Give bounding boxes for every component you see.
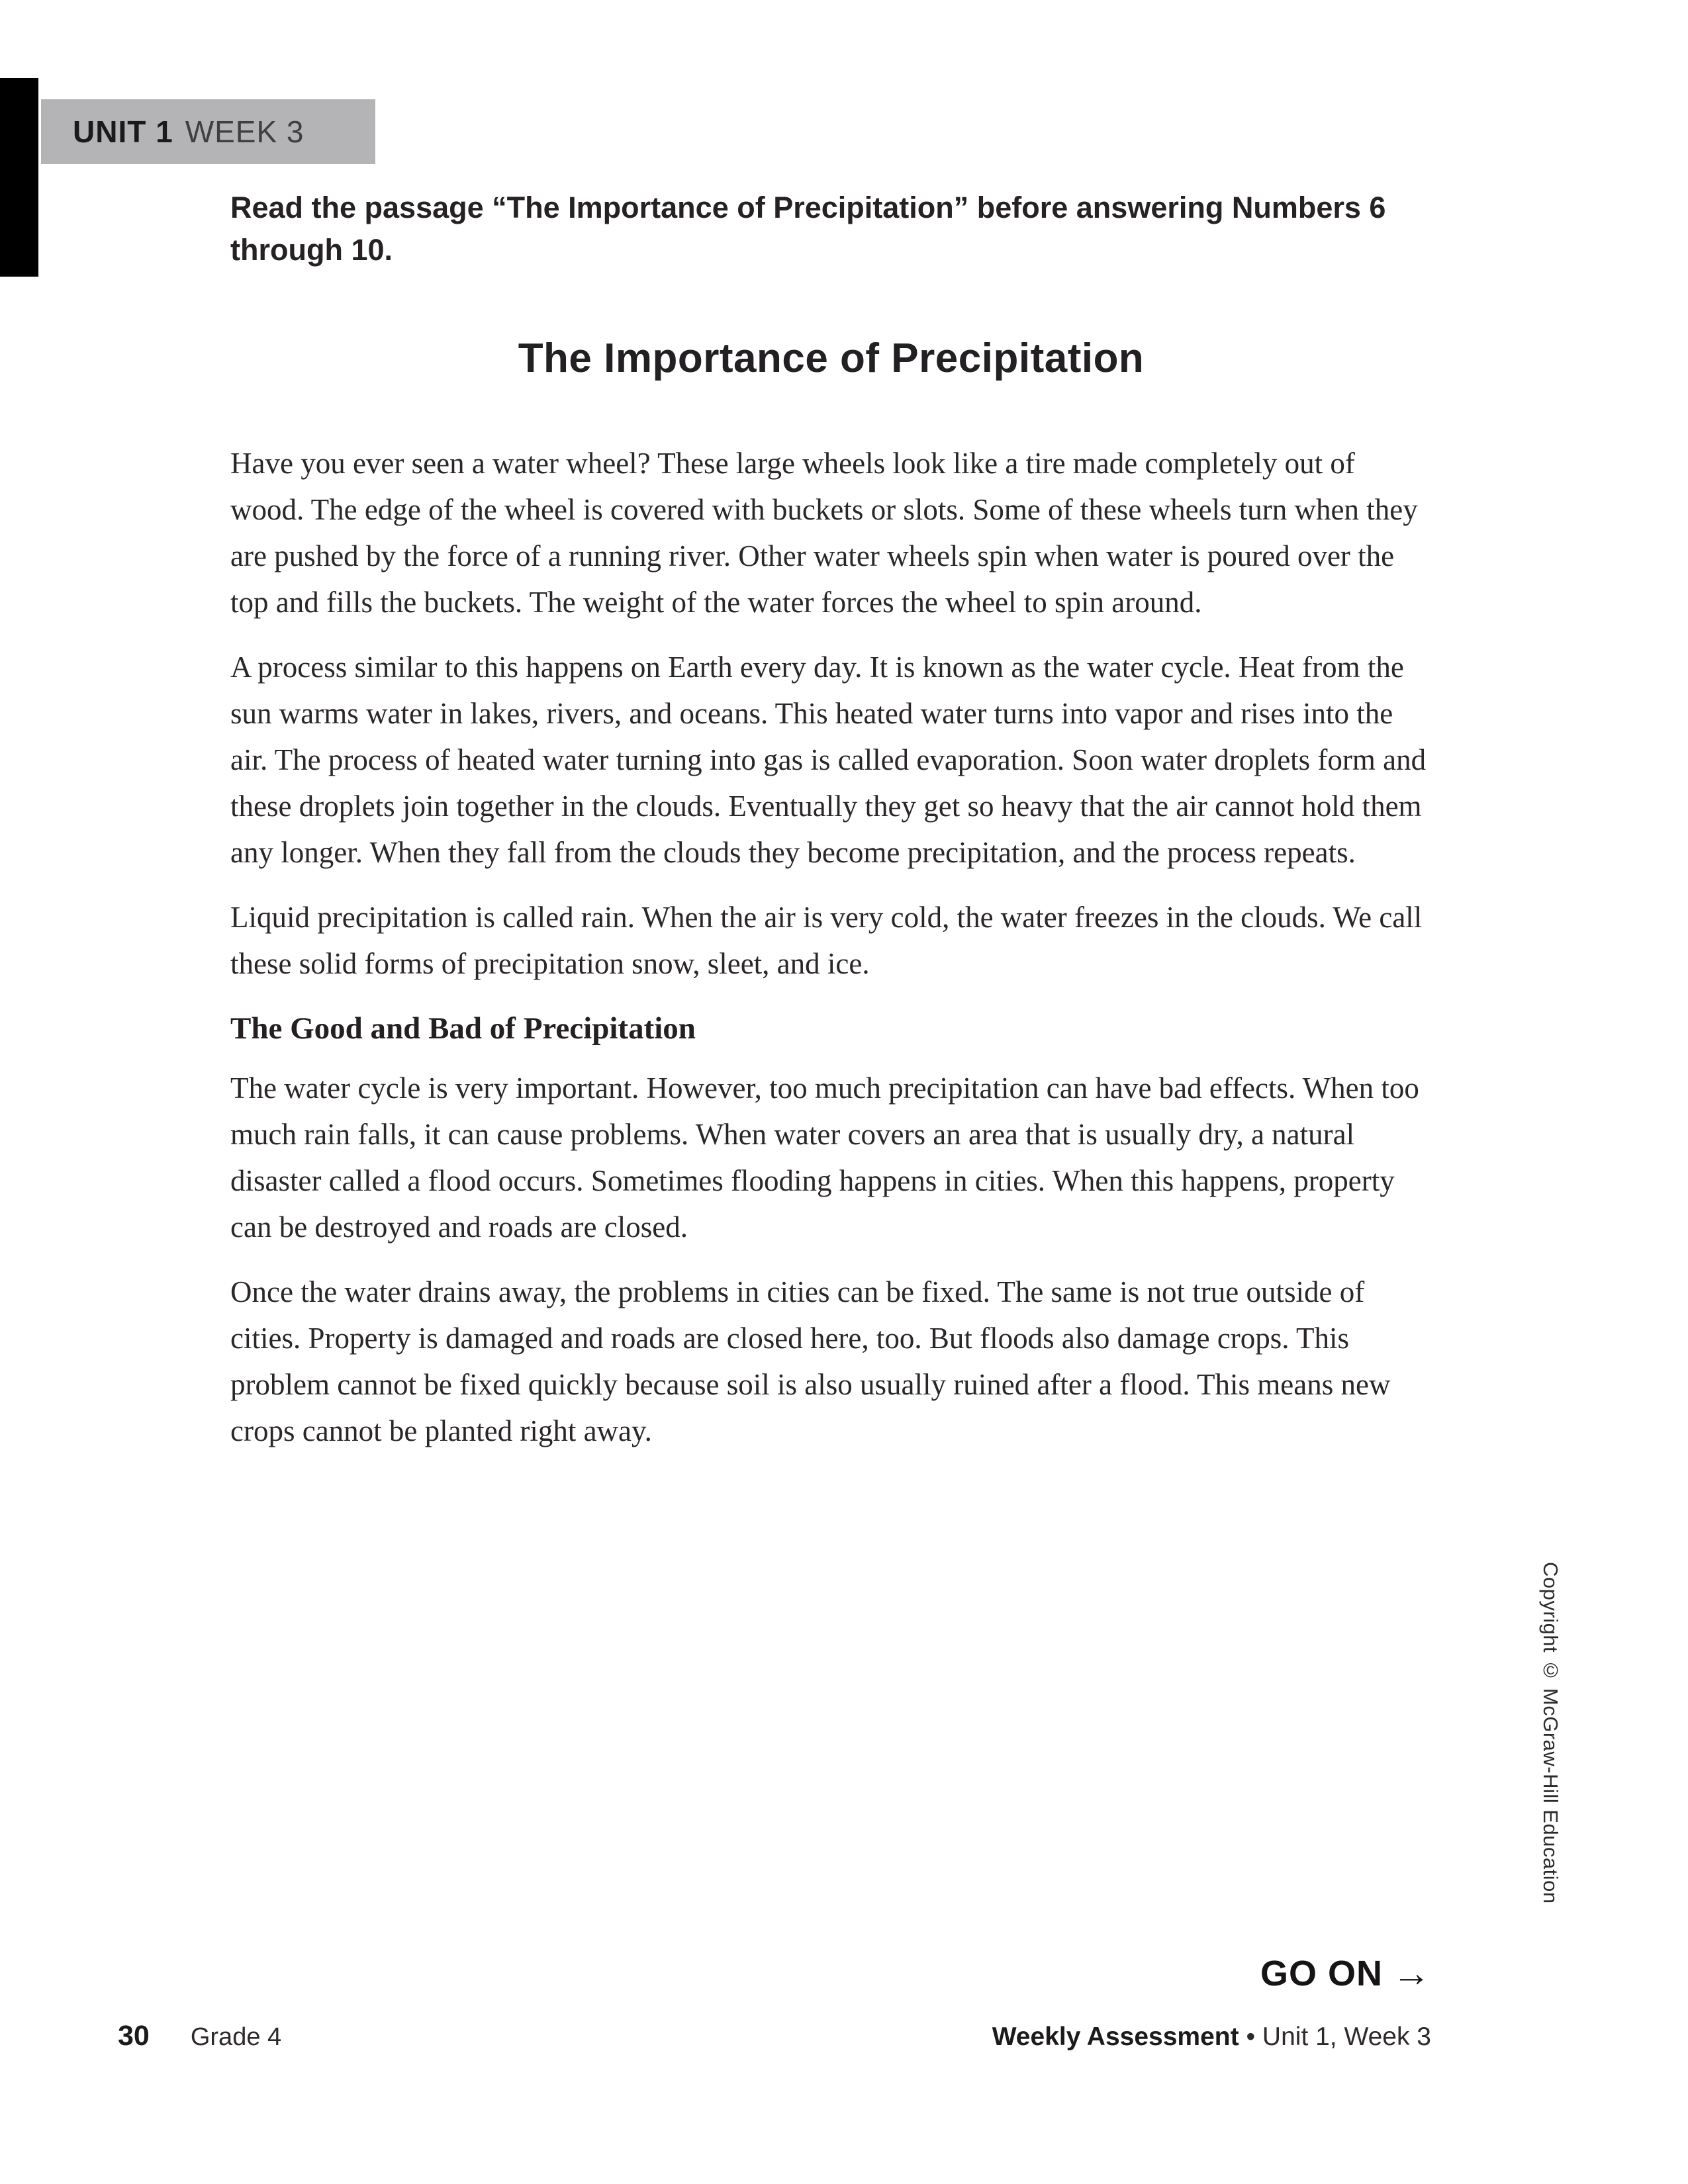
passage-paragraph-2: A process similar to this happens on Earth every day. It is known as the water cycle. Heat from the sun warms water in lakes, rivers, and oceans. This heated water turns into vapor and rises into the air. The process of heated water turning into gas is called evaporation. Soon water droplets form and these droplets join together in the clouds. Eventually they get so heavy that the air cannot hold them any longer. When they fall from the clouds they become precipitation, and the process repeats. xyxy=(230,651,1427,869)
directions-text: Read the passage “The Importance of Precipitation” before answering Numbers 6 through 10. xyxy=(230,191,1386,267)
passage-title: The Importance of Precipitation xyxy=(518,336,1145,381)
footer-right xyxy=(992,2023,1431,2052)
copyright-sidebar-text: Copyright © McGraw-Hill Education xyxy=(1539,1562,1562,1904)
unit-info-label: • Unit 1, Week 3 xyxy=(1246,2023,1431,2051)
print-tab-mark xyxy=(0,78,38,277)
assessment-label: Weekly Assessment xyxy=(992,2023,1239,2051)
page-footer xyxy=(118,2020,1431,2052)
footer-left xyxy=(118,2020,281,2052)
go-on-label: GO ON xyxy=(1260,1953,1383,1993)
passage-content xyxy=(230,187,1432,1473)
passage-paragraph-4: The water cycle is very important. However, too much precipitation can have bad effects. When too much rain falls, it can cause problems. When water covers an area that is usually dry, a natural disaster called a flood occurs. Sometimes flooding happens in cities. When this happens, property can be destroyed and roads are closed. xyxy=(230,1071,1419,1244)
passage-paragraph-5: Once the water drains away, the problems in cities can be fixed. The same is not true outside of cities. Property is damaged and roads are closed here, too. But floods also damage crops. This problem cannot be fixed quickly because soil is also usually ruined after a flood. This means new crops cannot be planted right away. xyxy=(230,1275,1391,1447)
week-label: WEEK 3 xyxy=(185,114,305,149)
go-on-indicator xyxy=(1260,1951,1431,1995)
grade-label: Grade 4 xyxy=(190,2023,282,2051)
unit-week-tab xyxy=(41,99,375,164)
passage-paragraph-3: Liquid precipitation is called rain. When the air is very cold, the water freezes in the clouds. We call these solid forms of precipitation snow, sleet, and ice. xyxy=(230,901,1423,980)
go-on-arrow-icon: → xyxy=(1392,1952,1431,1995)
passage-subheading: The Good and Bad of Precipitation xyxy=(230,1011,696,1046)
passage-paragraph-1: Have you ever seen a water wheel? These large wheels look like a tire made completely out of wood. The edge of the wheel is covered with buckets or slots. Some of these wheels turn when they are pushed by the force of a running river. Other water wheels spin when water is poured over the top and fills the buckets. The weight of the water forces the wheel to spin around. xyxy=(230,447,1418,619)
page-number: 30 xyxy=(118,2020,150,2052)
unit-label: UNIT 1 xyxy=(73,114,173,149)
